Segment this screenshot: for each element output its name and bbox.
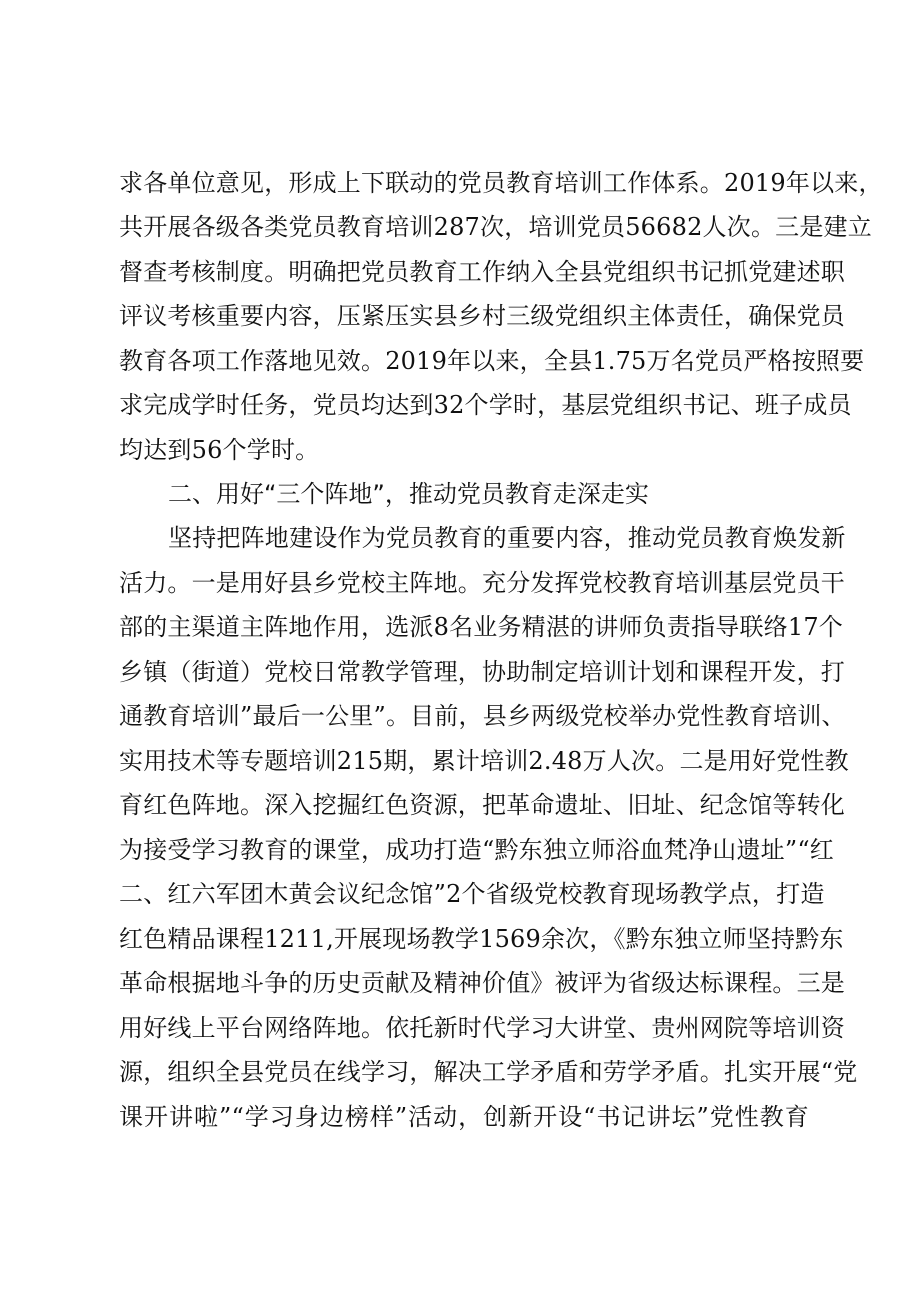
paragraph2-line: 乡镇（街道）党校日常教学管理，协助制定培训计划和课程开发，打 xyxy=(119,658,845,686)
paragraph2-line: 活力。一是用好县乡党校主阵地。充分发挥党校教育培训基层党员干 xyxy=(119,569,845,597)
section-heading: 二、用好“三个阵地”，推动党员教育走深走实 xyxy=(168,480,649,508)
paragraph1-line: 督查考核制度。明确把党员教育工作纳入全县党组织书记抓党建述职 xyxy=(119,258,845,286)
paragraph2-line: 红色精品课程1211,开展现场教学1569余次，《黔东独立师坚持黔东 xyxy=(119,925,844,953)
paragraph2-line: 实用技术等专题培训215期，累计培训2.48万人次。二是用好党性教 xyxy=(119,747,849,775)
paragraph1-line: 均达到56个学时。 xyxy=(119,436,320,464)
paragraph1-line: 求各单位意见，形成上下联动的党员教育培训工作体系。2019年以来， xyxy=(119,169,883,197)
paragraph1-line: 评议考核重要内容，压紧压实县乡村三级党组织主体责任，确保党员 xyxy=(119,302,845,330)
paragraph2-line: 二、红六军团木黄会议纪念馆”2个省级党校教育现场教学点，打造 xyxy=(119,880,825,908)
paragraph2-line: 部的主渠道主阵地作用，选派8名业务精湛的讲师负责指导联络17个 xyxy=(119,613,844,641)
paragraph1-line: 求完成学时任务，党员均达到32个学时，基层党组织书记、班子成员 xyxy=(119,391,852,419)
paragraph2-line: 用好线上平台网络阵地。依托新时代学习大讲堂、贵州网院等培训资 xyxy=(119,1014,845,1042)
paragraph2-line: 育红色阵地。深入挖掘红色资源，把革命遗址、旧址、纪念馆等转化 xyxy=(119,791,845,819)
paragraph2-line: 课开讲啦”“学习身边榜样”活动，创新开设“书记讲坛”党性教育 xyxy=(119,1103,809,1131)
paragraph1-line: 共开展各级各类党员教育培训287次，培训党员56682人次。三是建立 xyxy=(119,213,872,241)
paragraph2-line: 通教育培训”最后一公里”。目前，县乡两级党校举办党性教育培训、 xyxy=(119,702,846,730)
paragraph2-line: 革命根据地斗争的历史贡献及精神价值》被评为省级达标课程。三是 xyxy=(119,969,845,997)
paragraph2-line: 为接受学习教育的课堂，成功打造“黔东独立师浴血梵净山遗址”“红 xyxy=(119,836,835,864)
paragraph2-line: 坚持把阵地建设作为党员教育的重要内容，推动党员教育焕发新 xyxy=(168,524,846,552)
paragraph1-line: 教育各项工作落地见效。2019年以来，全县1.75万名党员严格按照要 xyxy=(119,347,865,375)
paragraph2-line: 源，组织全县党员在线学习，解决工学矛盾和劳学矛盾。扎实开展“党 xyxy=(119,1058,858,1086)
